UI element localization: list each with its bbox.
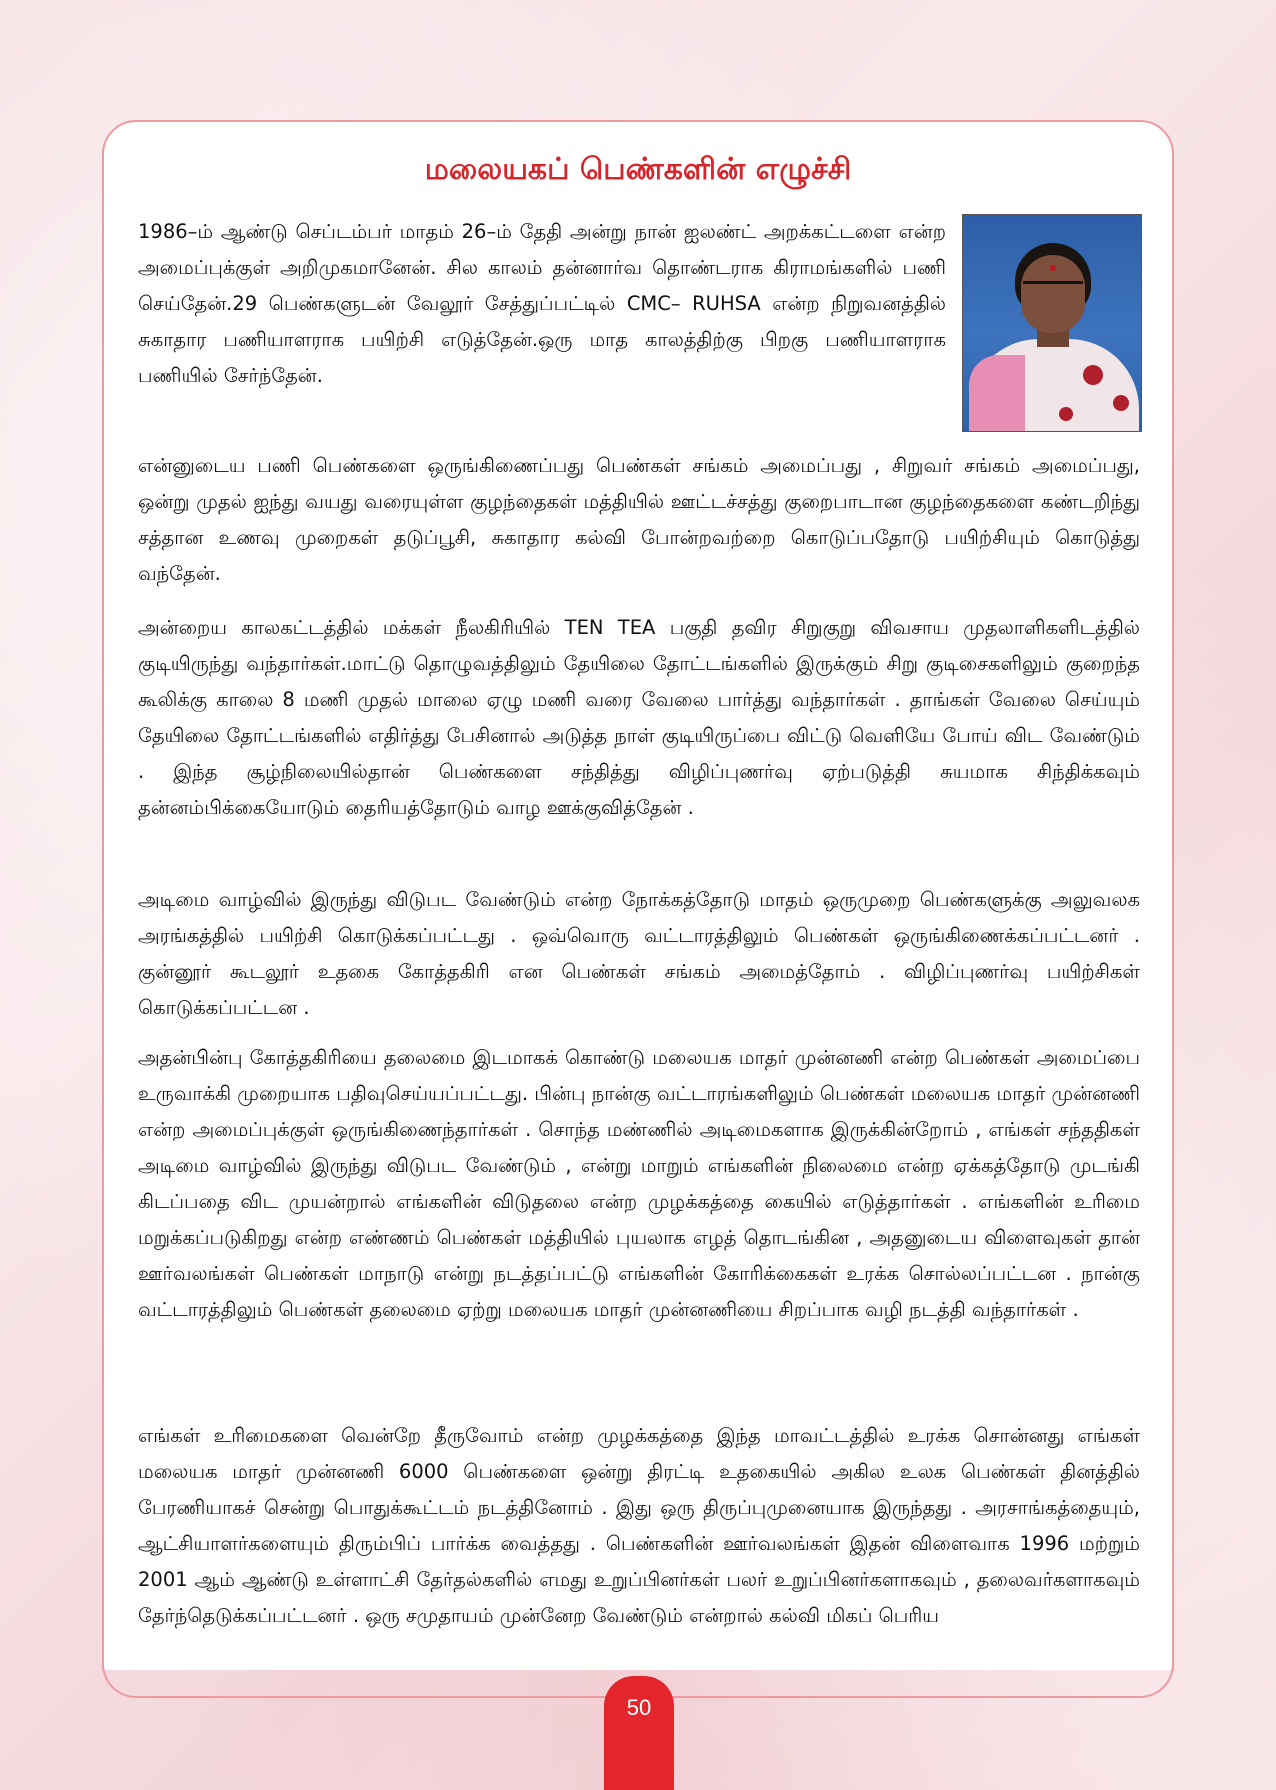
paragraph-3: அன்றைய காலகட்டத்தில் மக்கள் நீலகிரியில் TEN TEA பகுதி தவிர சிறுகுறு விவசாய முதலாளிகளிடத்தில் குடியிருந்து வந்தார்கள்.மாட்டு தொழுவத்திலும் தேயிலை தோட்டங்களில் இருக்கும் சிறு குடிசைகளிலும் குறைந்த கூலிக்கு காலை 8 மணி முதல் மாலை ஏழு மணி வரை வேலை பார்த்து வந்தார்கள் . தாங்கள் வேலை செய்யும் தேயிலை தோட்டங்களில் எதிர்த்து பேசினால் அடுத்த நாள் குடியிருப்பை விட்டு வெளியே போய் விட வேண்டும் . இந்த சூழ்நிலையில்தான் பெண்களை சந்தித்து விழிப்புணர்வு ஏற்படுத்தி சுயமாக சிந்திக்கவும் தன்னம்பிக்கையோடும் தைரியத்தோடும் வாழ ஊக்குவித்தேன் . bbox=[138, 616, 1140, 819]
paragraph-5: அதன்பின்பு கோத்தகிரியை தலைமை இடமாகக் கொண்டு மலையக மாதர் முன்னணி என்ற பெண்கள் அமைப்பை உருவாக்கி முறையாக பதிவுசெய்யப்பட்டது. பின்பு நான்கு வட்டாரங்களிலும் பெண்கள் மலையக மாதர் முன்னணி என்ற அமைப்புக்குள் ஒருங்கிணைந்தார்கள் . சொந்த மண்ணில் அடிமைகளாக இருக்கின்றோம் , எங்கள் சந்ததிகள் அடிமை வாழ்வில் இருந்து விடுபட வேண்டும் , என்று மாறும் எங்களின் நிலைமை என்ற ஏக்கத்தோடு முடங்கி கிடப்பதை விட முயன்றால் எங்களின் விடுதலை என்ற முழக்கத்தை கையில் எடுத்தார்கள் . எங்களின் உரிமை மறுக்கப்படுகிறது என்ற எண்ணம் பெண்கள் மத்தியில் புயலாக எழத் தொடங்கின , அதனுடைய விளைவுகள் தான் ஊர்வலங்கள் பெண்கள் மாநாடு என்று நடத்தப்பட்டு எங்களின் கோரிக்கைகள் உரக்க சொல்லப்பட்டன . நான்கு வட்டாரத்திலும் பெண்கள் தலைமை ஏற்று மலையக மாதர் முன்னணியை சிறப்பாக வழி நடத்தி வந்தார்கள் . bbox=[138, 1046, 1140, 1321]
paragraph-2: என்னுடைய பணி பெண்களை ஒருங்கிணைப்பது பெண்கள் சங்கம் அமைப்பது , சிறுவர் சங்கம் அமைப்பது, ஒன்று முதல் ஐந்து வயது வரையுள்ள குழந்தைகள் மத்தியில் ஊட்டச்சத்து குறைபாடான குழந்தைகளை கண்டறிந்து சத்தான உணவு முறைகள் தடுப்பூசி, சுகாதார கல்வி போன்றவற்றை கொடுப்பதோடு பயிற்சியும் கொடுத்து வந்தேன். bbox=[138, 454, 1140, 585]
paragraph-1: 1986–ம் ஆண்டு செப்டம்பர் மாதம் 26–ம் தேதி அன்று நான் ஐலண்ட் அறக்கட்டளை என்ற அமைப்புக்குள் அறிமுகமானேன். சில காலம் தன்னார்வ தொண்டராக கிராமங்களில் பணி செய்தேன்.29 பெண்களுடன் வேலூர் சேத்துப்பட்டில் CMC– RUHSA என்ற நிறுவனத்தில் சுகாதார பணியாளராக பயிற்சி எடுத்தேன்.ஒரு மாத காலத்திற்கு பிறகு பணியாளராக பணியில் சேர்ந்தேன். bbox=[138, 220, 946, 387]
article-title: மலையகப் பெண்களின் எழுச்சி bbox=[424, 152, 852, 187]
paragraph-4: அடிமை வாழ்வில் இருந்து விடுபட வேண்டும் என்ற நோக்கத்தோடு மாதம் ஒருமுறை பெண்களுக்கு அலுவலக அரங்கத்தில் பயிற்சி கொடுக்கப்பட்டது . ஒவ்வொரு வட்டாரத்திலும் பெண்கள் ஒருங்கிணைக்கப்பட்டனர் . குன்னூர் கூடலூர் உதகை கோத்தகிரி என பெண்கள் சங்கம் அமைத்தோம் . விழிப்புணர்வு பயிற்சிகள் கொடுக்கப்பட்டன . bbox=[138, 888, 1140, 1019]
page-number-tab bbox=[604, 1676, 674, 1790]
author-photo bbox=[962, 214, 1142, 432]
article-card bbox=[102, 120, 1174, 1670]
page-number: 50 bbox=[626, 1695, 652, 1720]
paragraph-6: எங்கள் உரிமைகளை வென்றே தீருவோம் என்ற முழக்கத்தை இந்த மாவட்டத்தில் உரக்க சொன்னது எங்கள் மலையக மாதர் முன்னணி 6000 பெண்களை ஒன்று திரட்டி உதகையில் அகில உலக பெண்கள் தினத்தில் பேரணியாகச் சென்று பொதுக்கூட்டம் நடத்தினோம் . இது ஒரு திருப்புமுனையாக இருந்தது . அரசாங்கத்தையும், ஆட்சியாளர்களையும் திரும்பிப் பார்க்க வைத்தது . பெண்களின் ஊர்வலங்கள் இதன் விளைவாக 1996 மற்றும் 2001 ஆம் ஆண்டு உள்ளாட்சி தேர்தல்களில் எமது உறுப்பினர்கள் பலர் உறுப்பினர்களாகவும் , தலைவர்களாகவும் தேர்ந்தெடுக்கப்பட்டனர் . ஒரு சமுதாயம் முன்னேற வேண்டும் என்றால் கல்வி மிகப் பெரிய bbox=[138, 1424, 1140, 1627]
